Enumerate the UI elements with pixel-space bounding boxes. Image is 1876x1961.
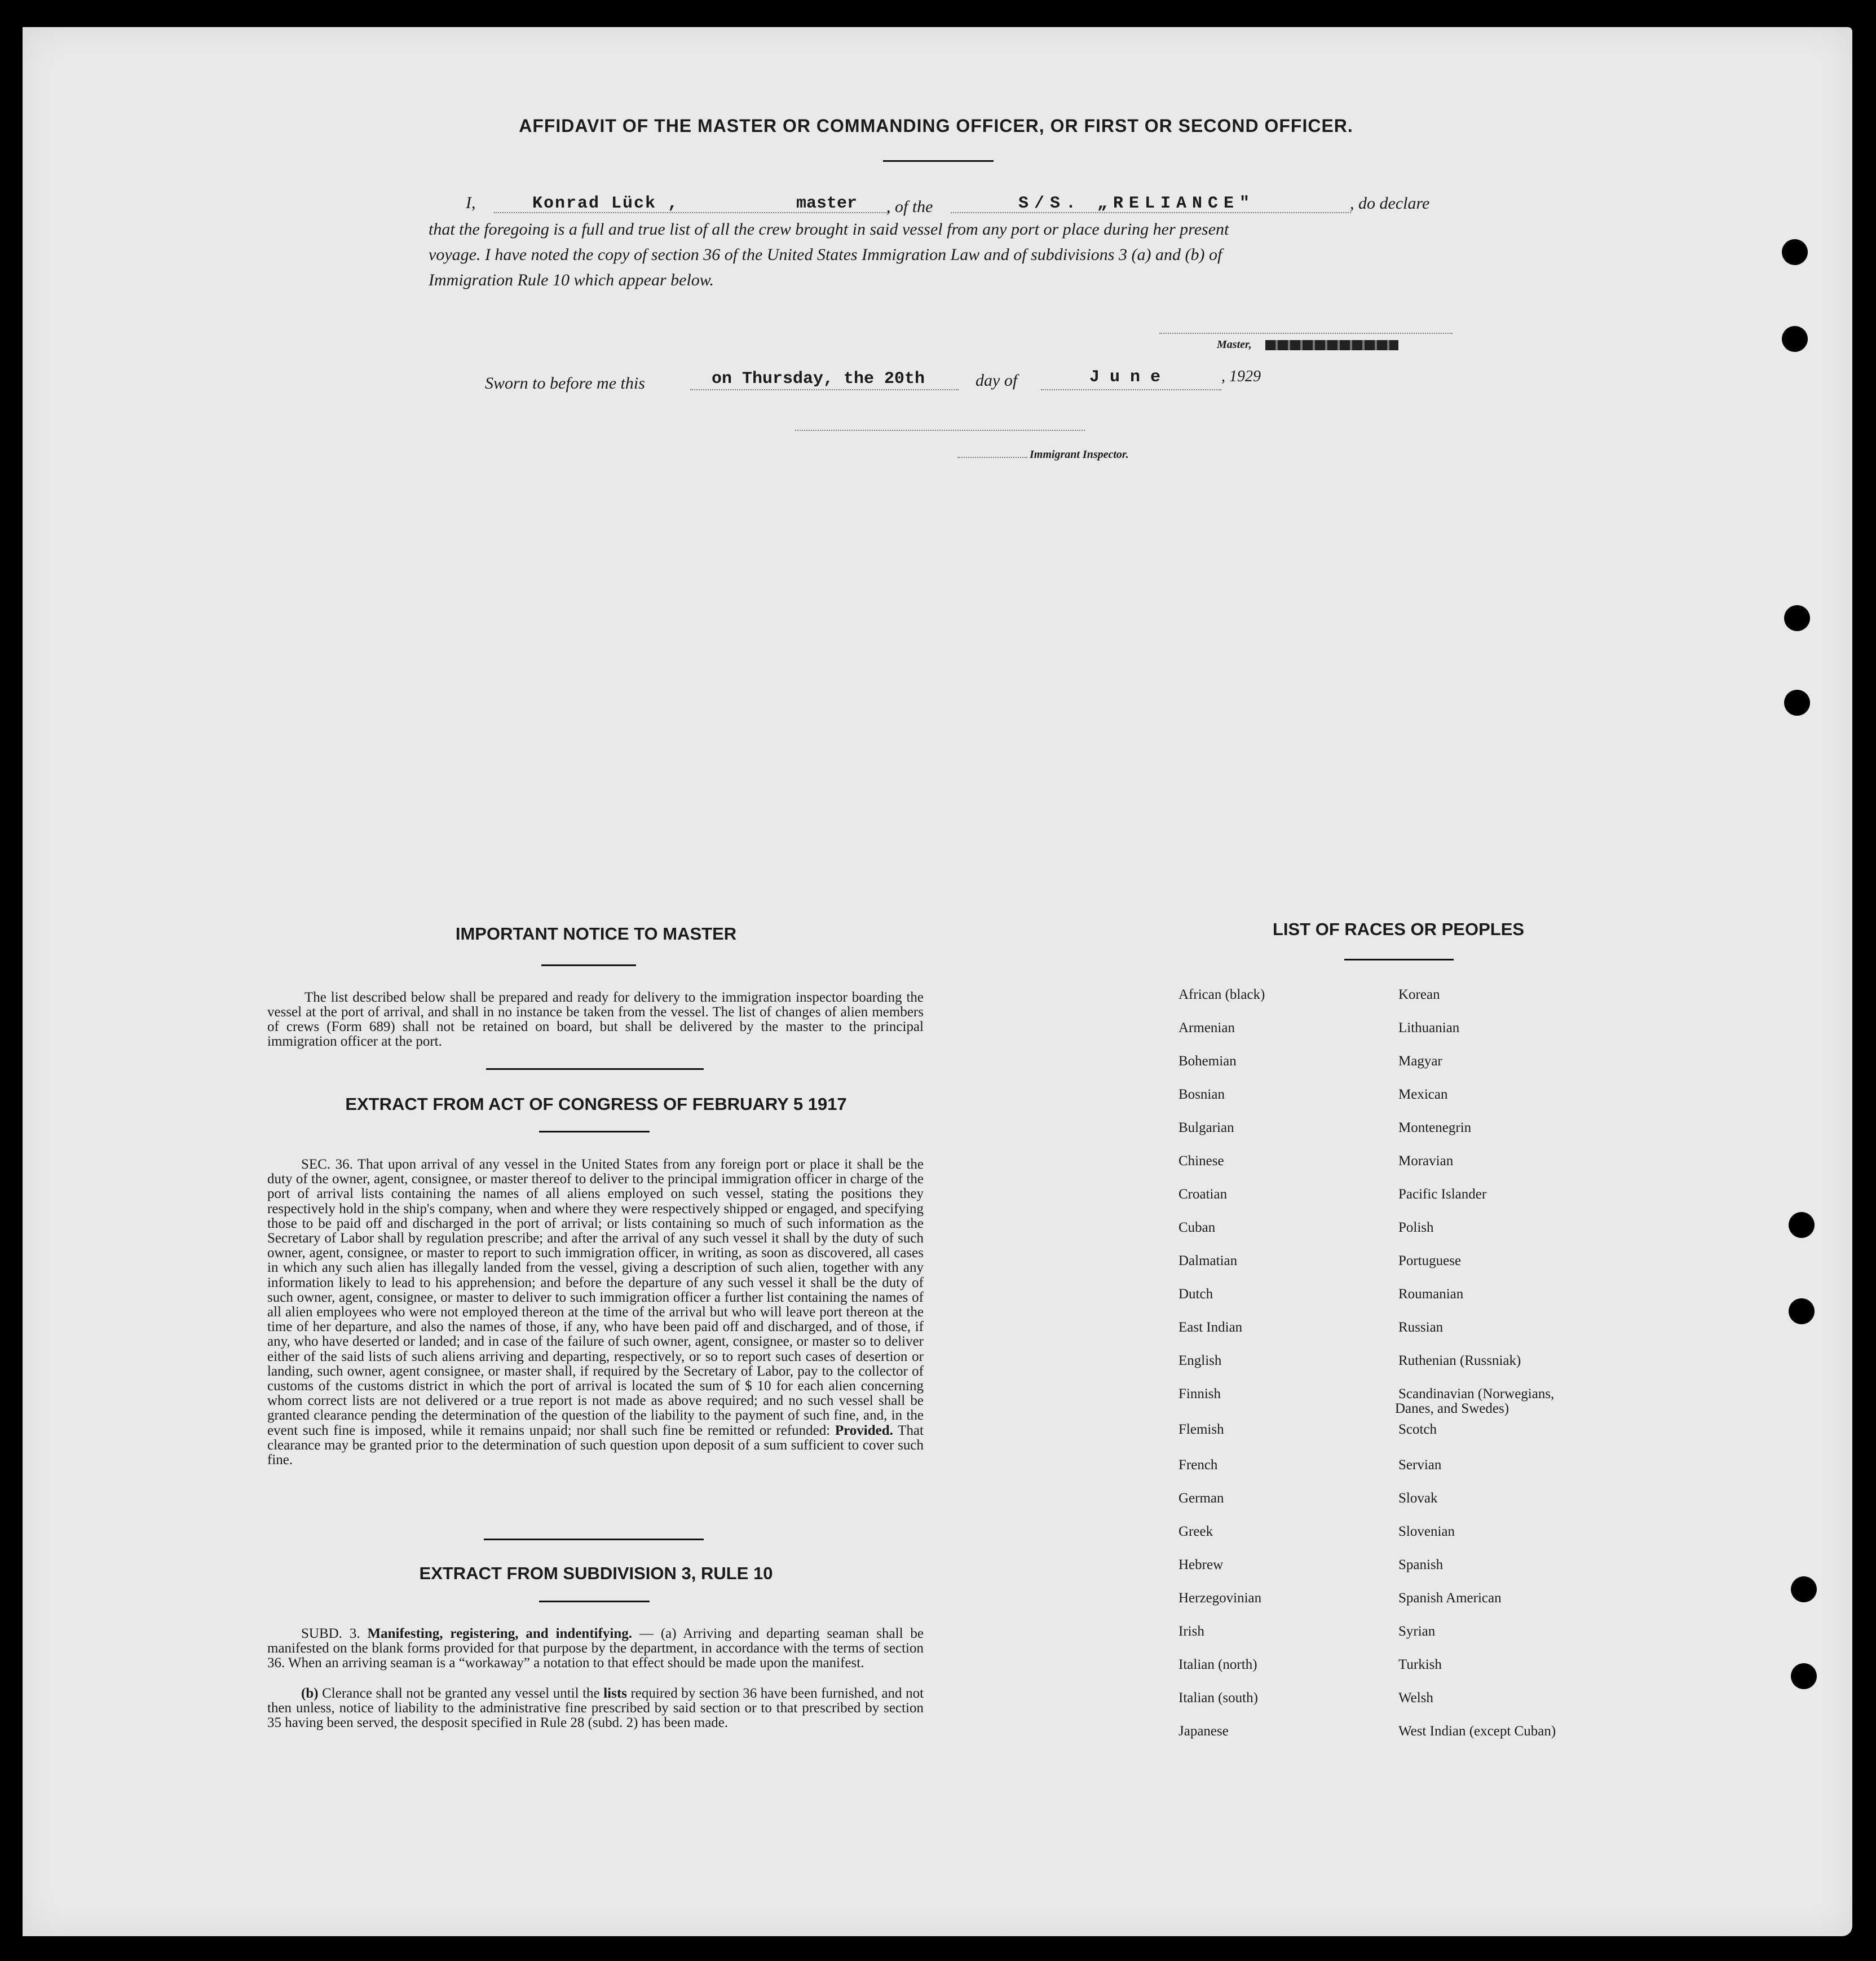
divider — [1344, 959, 1454, 960]
race-item: Syrian — [1398, 1624, 1436, 1639]
affidavit-i: I, — [466, 193, 476, 212]
race-item: Montenegrin — [1398, 1120, 1472, 1135]
race-item: Bulgarian — [1178, 1120, 1234, 1135]
race-item: Dalmatian — [1178, 1253, 1238, 1268]
subd-b-bold: lists — [603, 1686, 627, 1701]
inspector-label: Immigrant Inspector. — [1030, 448, 1129, 461]
race-item: Korean — [1398, 987, 1440, 1002]
race-item: Slovenian — [1398, 1524, 1455, 1539]
master-signature-line — [1159, 333, 1453, 334]
punch-hole — [1784, 690, 1810, 716]
inspector-line-1 — [795, 430, 1085, 431]
race-item: Hebrew — [1178, 1557, 1224, 1572]
notice-text: The list described below shall be prepared and ready for delivery to the immigration inspector boarding the vessel at the port of arrival, and shall in no instance be taken from the vessel. The list of changes of alien members of crews (Form 689) shall not be retained on board, but shall be delivered by the master to the principal immigration officer at the port. — [267, 990, 924, 1049]
races-title: LIST OF RACES OR PEOPLES — [1272, 919, 1525, 939]
of-the-label: , of the — [886, 197, 933, 216]
punch-hole — [1789, 1212, 1815, 1238]
sworn-day-line — [690, 389, 959, 390]
race-item: Scandinavian (Norwegians, — [1398, 1386, 1555, 1402]
month-line — [1041, 389, 1221, 390]
race-item: Moravian — [1398, 1153, 1454, 1169]
race-item: Scotch — [1398, 1422, 1437, 1437]
race-item: Welsh — [1398, 1690, 1433, 1706]
inspector-line-2 — [957, 457, 1027, 458]
notice-title: IMPORTANT NOTICE TO MASTER — [455, 924, 737, 944]
punch-hole — [1784, 605, 1810, 631]
race-item: Servian — [1398, 1457, 1442, 1473]
divider — [883, 160, 994, 162]
race-item: Italian (south) — [1178, 1690, 1258, 1706]
race-item: Pacific Islander — [1398, 1187, 1487, 1202]
race-item: Flemish — [1178, 1422, 1224, 1437]
subd-b-text-2: required by section 36 have been furnished, and not then unless, notice of liability to the administrative fine prescribed by said section or to that prescribed by section 35 having been served, the desposit specified in Rule 28 (subd. 2) has been made. — [267, 1686, 924, 1730]
punch-hole — [1789, 1298, 1815, 1324]
divider — [484, 1539, 704, 1540]
race-item: African (black) — [1178, 987, 1265, 1002]
affidavit-line-2: that the foregoing is a full and true list of all the crew brought in said vessel from any port or place during her present — [429, 220, 1229, 239]
race-item: Greek — [1178, 1524, 1213, 1539]
race-item: German — [1178, 1491, 1224, 1506]
race-item: Magyar — [1398, 1054, 1442, 1069]
punch-hole — [1782, 326, 1808, 352]
race-item: Mexican — [1398, 1087, 1448, 1102]
act-title: EXTRACT FROM ACT OF CONGRESS OF FEBRUARY 5 1917 — [345, 1094, 847, 1114]
affidavit-title: AFFIDAVIT OF THE MASTER OR COMMANDING OFFICER, OR FIRST OR SECOND OFFICER. — [519, 116, 1353, 136]
race-item: Japanese — [1178, 1724, 1229, 1739]
sworn-label: Sworn to before me this — [485, 374, 645, 393]
subd-title: EXTRACT FROM SUBDIVISION 3, RULE 10 — [419, 1563, 773, 1583]
race-item: French — [1178, 1457, 1218, 1473]
race-item: Russian — [1398, 1320, 1444, 1335]
punch-hole — [1782, 239, 1808, 265]
act-provided: Provided. — [835, 1422, 893, 1438]
affidavit-line-4: Immigration Rule 10 which appear below. — [429, 271, 714, 289]
master-name: Konrad Lück , — [532, 194, 679, 213]
act-body-end: That clearance may be granted prior to the determination of such question upon deposit of a sum sufficient to cover such fine. — [267, 1422, 924, 1468]
divider — [539, 1601, 650, 1602]
race-item: Herzegovinian — [1178, 1590, 1262, 1606]
sworn-day: on Thursday, the 20th — [712, 369, 925, 389]
act-text — [267, 1157, 924, 1468]
race-item: Roumanian — [1398, 1286, 1464, 1302]
punch-hole — [1791, 1663, 1817, 1689]
subd-a-lead: SUBD. 3. — [301, 1626, 360, 1641]
do-declare-label: , do declare — [1350, 194, 1430, 213]
sworn-year: , 1929 — [1221, 368, 1261, 385]
race-item: East Indian — [1178, 1320, 1243, 1335]
subd-paragraph-a — [267, 1627, 924, 1671]
day-of-label: day of — [975, 371, 1018, 390]
race-item: Finnish — [1178, 1386, 1221, 1402]
race-item: Ruthenian (Russniak) — [1398, 1353, 1521, 1368]
race-item: Chinese — [1178, 1153, 1224, 1169]
race-item: Spanish American — [1398, 1590, 1502, 1606]
struck-out-text — [1265, 340, 1398, 350]
vessel-name: S/S. „RELIANCE" — [1018, 194, 1256, 213]
race-item: Irish — [1178, 1624, 1204, 1639]
race-item: Danes, and Swedes) — [1395, 1401, 1509, 1416]
race-item: Armenian — [1178, 1020, 1235, 1035]
race-item: Turkish — [1398, 1657, 1442, 1672]
subd-b-lead: (b) — [301, 1686, 319, 1701]
divider — [486, 1068, 704, 1070]
divider — [539, 1131, 650, 1132]
race-item: English — [1178, 1353, 1222, 1368]
subd-b-text-1: Clerance shall not be granted any vessel until the — [322, 1686, 600, 1701]
race-item: Italian (north) — [1178, 1657, 1257, 1672]
race-item: Dutch — [1178, 1286, 1213, 1302]
race-item: West Indian (except Cuban) — [1398, 1724, 1556, 1739]
race-item: Spanish — [1398, 1557, 1444, 1572]
race-item: Slovak — [1398, 1491, 1438, 1506]
act-body: SEC. 36. That upon arrival of any vessel in the United States from any foreign port or place it shall be the duty of the owner, agent, consignee, or master thereof to deliver to the principal immigration officer in charge of the port of arrival lists containing the names of all aliens employed on such vessel, stating the positions they respectively hold in the ship's company, when and where they were respectively shipped or engaged, and specifying those to be paid off and discharged in the port of arrival; or lists containing so much of such information as the Secretary of Labor shall by regulation prescribe; and after the arrival of any such vessel it shall by the duty of such owner, agent, consignee, or master to report to such immigration officer, in writing, as soon as discovered, all cases in which any such alien has illegally landed from the vessel, giving a description of such alien, together with any information likely to lead to his apprehension; and before the departure of any such vessel it shall be the duty of such owner, agent, consignee, or master to deliver to such immigration officer a further list containing the names of all alien employees who were not employed thereon at the time of the arrival but who will leave port thereon at the time of her departure, and also the names of those, if any, who have been paid off and discharged, and of those, if any, who have deserted or landed; and in case of the failure of such owner, agent, consignee, or master so to deliver either of the said lists of such aliens arriving and departing, respectively, or so to report such cases of desertion or landing, such owner, agent consignee, or master shall, if required by the Secretary of Labor, pay to the collector of customs of the customs district in which the port of arrival is located the sum of $ 10 for each alien concerning whom correct lists are not delivered or a true report is not made as above required; and no such vessel shall be granted clearance pending the determination of the question of the liability to the payment of such fine, and, in the event such fine is imposed, while it remains unpaid; nor shall such fine be remitted or refunded: — [267, 1157, 924, 1438]
race-item: Polish — [1398, 1220, 1434, 1235]
master-rank: master — [796, 194, 858, 213]
master-signature-label: Master, — [1217, 338, 1252, 351]
sworn-month: June — [1089, 368, 1171, 387]
subd-a-bold: Manifesting, registering, and indentifying. — [367, 1626, 633, 1641]
race-item: Bohemian — [1178, 1054, 1237, 1069]
subd-paragraph-b — [267, 1686, 924, 1730]
affidavit-line-3: voyage. I have noted the copy of section 36 of the United States Immigration Law and of subdivisions 3 (a) and (b) of — [429, 245, 1222, 264]
race-item: Portuguese — [1398, 1253, 1462, 1268]
race-item: Cuban — [1178, 1220, 1216, 1235]
divider — [541, 964, 636, 966]
race-item: Croatian — [1178, 1187, 1228, 1202]
race-item: Lithuanian — [1398, 1020, 1460, 1035]
race-item: Bosnian — [1178, 1087, 1225, 1102]
punch-hole — [1791, 1576, 1817, 1602]
subd-a-text: — (a) Arriving and departing seaman shall be manifested on the blank forms provided for that purpose by the department, in accordance with the terms of section 36. When an arriving seaman is a “workaway” a notation to that effect should be made upon the manifest. — [267, 1626, 924, 1671]
